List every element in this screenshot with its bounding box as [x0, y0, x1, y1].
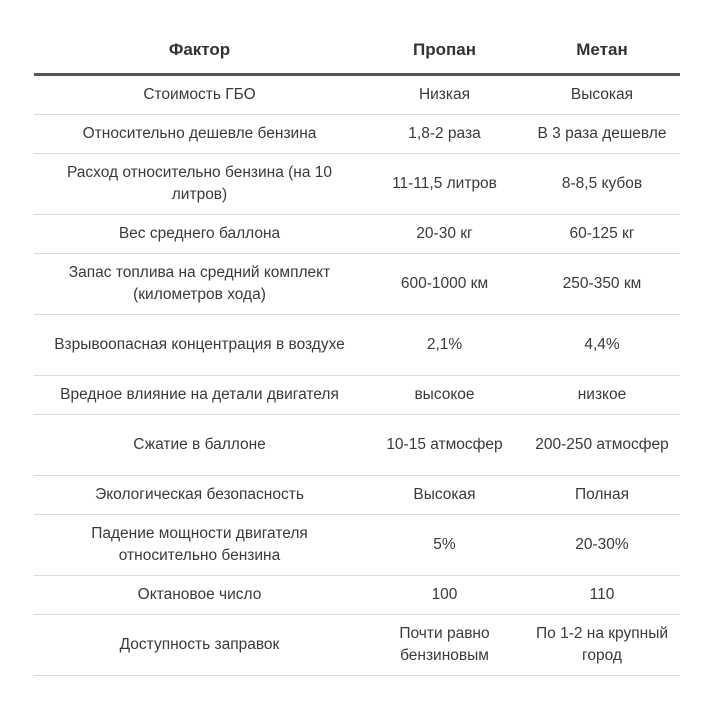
- methane-cell: Высокая: [524, 75, 680, 115]
- methane-cell: низкое: [524, 376, 680, 415]
- methane-cell: 8-8,5 кубов: [524, 154, 680, 215]
- propane-cell: Низкая: [365, 75, 524, 115]
- factor-cell: Стоимость ГБО: [34, 75, 365, 115]
- comparison-table-container: [34, 27, 680, 676]
- factor-cell: Взрывоопасная концентрация в воздухе: [34, 315, 365, 376]
- propane-cell: Почти равно бензиновым: [365, 615, 524, 676]
- table-row: [34, 615, 680, 676]
- table-row: [34, 215, 680, 254]
- propane-cell: 600-1000 км: [365, 254, 524, 315]
- table-row: [34, 254, 680, 315]
- table-row: [34, 315, 680, 376]
- table-row: [34, 115, 680, 154]
- methane-cell: 250-350 км: [524, 254, 680, 315]
- table-row: [34, 415, 680, 476]
- propane-cell: 11-11,5 литров: [365, 154, 524, 215]
- factor-cell: Падение мощности двигателя относительно бензина: [34, 515, 365, 576]
- methane-cell: По 1-2 на крупный город: [524, 615, 680, 676]
- factor-cell: Экологическая безопасность: [34, 476, 365, 515]
- methane-cell: 60-125 кг: [524, 215, 680, 254]
- methane-cell: В 3 раза дешевле: [524, 115, 680, 154]
- propane-cell: 1,8-2 раза: [365, 115, 524, 154]
- propane-cell: Высокая: [365, 476, 524, 515]
- methane-cell: 200-250 атмосфер: [524, 415, 680, 476]
- table-header-row: [34, 27, 680, 75]
- table-row: [34, 576, 680, 615]
- propane-cell: 10-15 атмосфер: [365, 415, 524, 476]
- table-row: [34, 154, 680, 215]
- factor-cell: Сжатие в баллоне: [34, 415, 365, 476]
- propane-cell: высокое: [365, 376, 524, 415]
- header-factor: Фактор: [34, 27, 365, 75]
- table-row: [34, 376, 680, 415]
- factor-cell: Расход относительно бензина (на 10 литров): [34, 154, 365, 215]
- propane-methane-comparison-table: [34, 27, 680, 676]
- table-row: [34, 476, 680, 515]
- factor-cell: Относительно дешевле бензина: [34, 115, 365, 154]
- propane-cell: 2,1%: [365, 315, 524, 376]
- propane-cell: 5%: [365, 515, 524, 576]
- factor-cell: Запас топлива на средний комплект (километров хода): [34, 254, 365, 315]
- factor-cell: Вредное влияние на детали двигателя: [34, 376, 365, 415]
- propane-cell: 100: [365, 576, 524, 615]
- factor-cell: Октановое число: [34, 576, 365, 615]
- propane-cell: 20-30 кг: [365, 215, 524, 254]
- table-row: [34, 75, 680, 115]
- header-propane: Пропан: [365, 27, 524, 75]
- table-row: [34, 515, 680, 576]
- header-methane: Метан: [524, 27, 680, 75]
- methane-cell: 20-30%: [524, 515, 680, 576]
- methane-cell: 110: [524, 576, 680, 615]
- factor-cell: Вес среднего баллона: [34, 215, 365, 254]
- factor-cell: Доступность заправок: [34, 615, 365, 676]
- methane-cell: 4,4%: [524, 315, 680, 376]
- methane-cell: Полная: [524, 476, 680, 515]
